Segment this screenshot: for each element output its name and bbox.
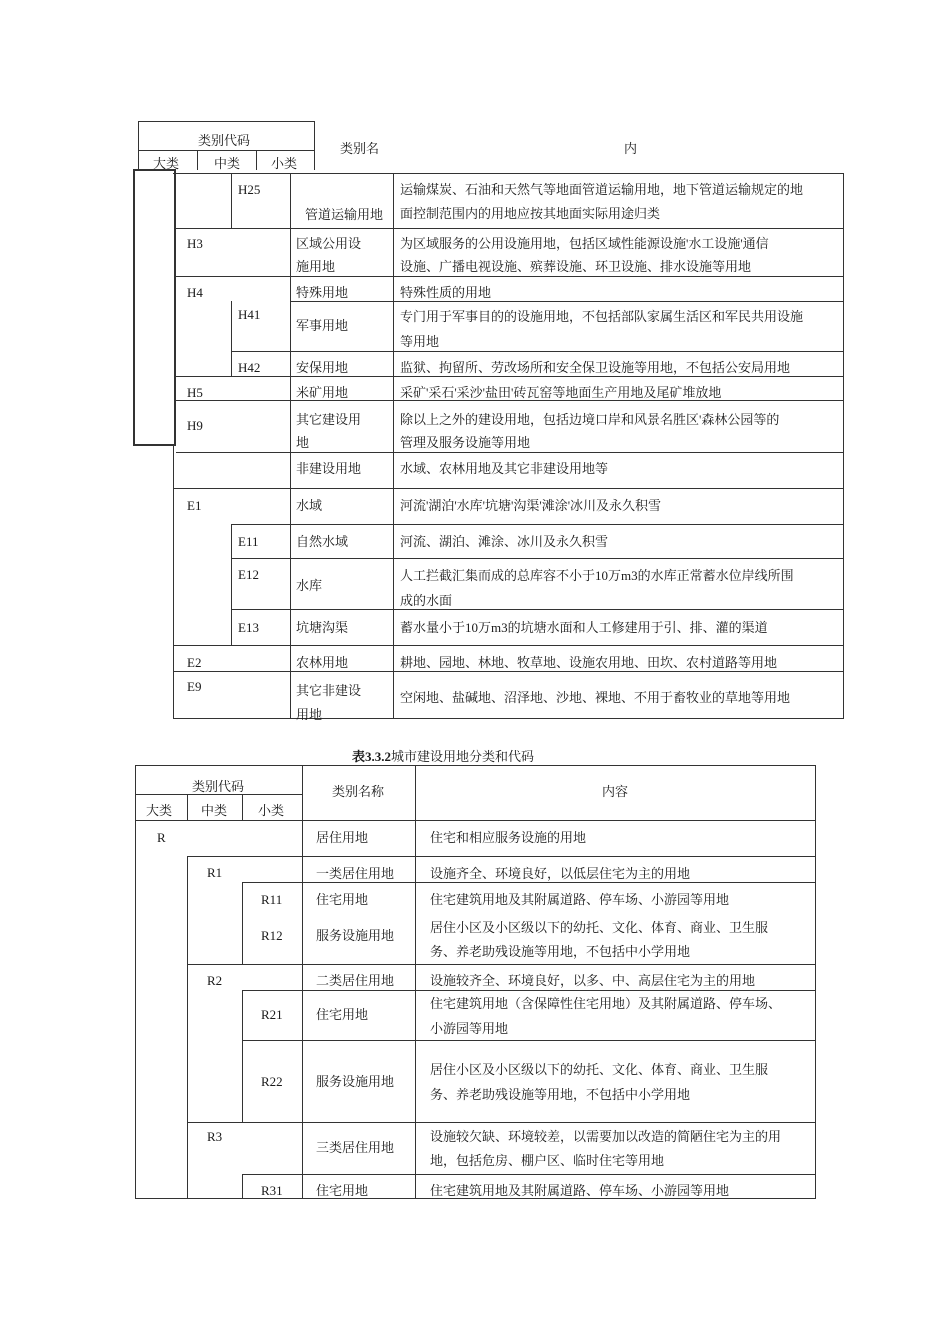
top-name: 区域公用设 [296,236,362,251]
bottom-name: 二类居住用地 [316,973,395,988]
bottom-content: 务、养老助残设施等用地，不包括中小学用地 [430,1087,691,1102]
bottom-name: 住宅用地 [316,1007,369,1022]
top-name: 自然水域 [296,534,349,549]
top-content: 管理及服务设施等用地 [400,435,531,450]
top-name: 用地 [296,707,323,722]
bottom-content: 务、养老助残设施等用地，不包括中小学用地 [430,944,691,959]
header-content-partial: 内 [624,141,638,155]
header-code-label: 类别代码 [198,133,251,148]
bottom-header-major: 大类 [146,803,173,818]
top-name: 施用地 [296,259,336,274]
top-code-H4: H4 [187,285,203,300]
bottom-name: 一类居住用地 [316,866,395,881]
top-code-H5: H5 [187,385,203,400]
bottom-content: 设施较欠缺、环境较差，以需要加以改造的简陋住宅为主的用 [430,1129,782,1144]
top-content: 采矿'采石'采沙'盐田'砖瓦窑等地面生产用地及尾矿堆放地 [400,385,722,400]
bottom-code-R11: R11 [261,892,283,907]
top-content: 除以上之外的建设用地，包括边境口岸和风景名胜区'森林公园等的 [400,412,780,427]
top-code-H9: H9 [187,418,203,433]
top-content: 为区域服务的公用设施用地，包括区域性能源设施'水工设施'通信 [400,236,769,251]
bottom-code-R31: R31 [261,1183,283,1198]
caption-title: 城市建设用地分类和代码 [391,749,535,764]
top-name: 水域 [296,498,323,513]
top-name: 地 [296,435,310,450]
top-code-E2: E2 [187,655,202,670]
top-code-H25: H25 [238,182,261,197]
bottom-header-name: 类别名称 [332,784,385,799]
bottom-header-code: 类别代码 [192,779,245,794]
bottom-header-content: 内容 [602,784,629,799]
top-code-H3: H3 [187,236,203,251]
header-medium: 中类 [214,156,241,170]
bottom-header-minor: 小类 [258,803,285,818]
top-name: 特殊用地 [296,285,349,300]
bottom-name: 住宅用地 [316,892,369,907]
bottom-code-R22: R22 [261,1074,283,1089]
bottom-code-R21: R21 [261,1007,283,1022]
bottom-code-R1: R1 [207,865,223,880]
bottom-code-R12: R12 [261,928,283,943]
top-content: 设施、广播电视设施、殡葬设施、环卫设施、排水设施等用地 [400,259,752,274]
top-content: 运输煤炭、石油和天然气等地面管道运输用地，地下管道运输规定的地 [400,182,804,197]
top-code-E11: E11 [238,534,259,549]
top-code-E13: E13 [238,620,259,635]
top-name: 非建设用地 [296,461,362,476]
top-name: 其它非建设 [296,683,362,698]
bottom-content: 设施较齐全、环境良好，以多、中、高层住宅为主的用地 [430,973,756,988]
top-code-H41: H41 [238,307,261,322]
top-content: 人工拦截汇集而成的总库容不小于10万m3的水库正常蓄水位岸线所围 [400,568,794,583]
top-name: 军事用地 [296,318,349,333]
top-content: 蓄水量小于10万m3的坑塘水面和人工修建用于引、排、灌的渠道 [400,620,768,635]
bottom-name: 三类居住用地 [316,1140,395,1155]
top-content: 监狱、拘留所、劳改场所和安全保卫设施等用地，不包括公安局用地 [400,360,791,375]
top-content: 特殊性质的用地 [400,285,492,300]
top-content: 河流'湖泊'水库'坑塘'沟渠'滩涂'冰川及永久积雪 [400,498,662,513]
top-content: 专门用于军事目的的设施用地，不包括部队家属生活区和军民共用设施 [400,309,804,324]
bottom-content: 居住小区及小区级以下的幼托、文化、体育、商业、卫生服 [430,920,769,935]
bottom-content: 设施齐全、环境良好，以低层住宅为主的用地 [430,866,691,881]
top-content: 面控制范围内的用地应按其地面实际用途归类 [400,206,661,221]
bottom-content: 居住小区及小区级以下的幼托、文化、体育、商业、卫生服 [430,1062,769,1077]
top-code-E9: E9 [187,679,202,694]
top-code-H42: H42 [238,360,261,375]
bottom-code-R: R [157,830,166,845]
bottom-content: 住宅建筑用地及其附属道路、停车场、小游园等用地 [430,1183,730,1198]
header-major: 大类 [153,156,180,170]
top-code-E1: E1 [187,498,202,513]
top-name: 农林用地 [296,655,349,670]
bottom-name: 居住用地 [316,830,369,845]
bottom-content: 住宅建筑用地（含保障性住宅用地）及其附属道路、停车场、 [430,996,782,1011]
top-content: 水域、农林用地及其它非建设用地等 [400,461,609,476]
bottom-code-R2: R2 [207,973,223,988]
bottom-name: 住宅用地 [316,1183,369,1198]
top-name: 管道运输用地 [305,207,384,222]
top-content: 耕地、园地、林地、牧草地、设施农用地、田坎、农村道路等用地 [400,655,778,670]
bottom-header-medium: 中类 [201,803,228,818]
bottom-content: 小游园等用地 [430,1021,509,1036]
top-content: 河流、湖泊、滩涂、冰川及永久积雪 [400,534,609,549]
top-content: 成的水面 [400,593,453,608]
top-name: 坑塘沟渠 [296,620,349,635]
bottom-name: 服务设施用地 [316,1074,395,1089]
bottom-name: 服务设施用地 [316,928,395,943]
top-name: 安保用地 [296,360,349,375]
bottom-content: 住宅建筑用地及其附属道路、停车场、小游园等用地 [430,892,730,907]
top-content: 空闲地、盐碱地、沼泽地、沙地、裸地、不用于畜牧业的草地等用地 [400,690,791,705]
bottom-content: 地，包括危房、棚户区、临时住宅等用地 [430,1153,665,1168]
header-minor: 小类 [271,156,298,170]
caption-number: 表3.3.2 [352,749,392,764]
top-name: 其它建设用 [296,412,362,427]
top-name: 米矿用地 [296,385,349,400]
header-name-partial: 类别名 [340,141,380,155]
top-code-E12: E12 [238,567,259,582]
top-content: 等用地 [400,334,440,349]
bottom-content: 住宅和相应服务设施的用地 [430,830,587,845]
bottom-code-R3: R3 [207,1129,223,1144]
top-name: 水库 [296,578,323,593]
overlay-frame [133,169,176,446]
